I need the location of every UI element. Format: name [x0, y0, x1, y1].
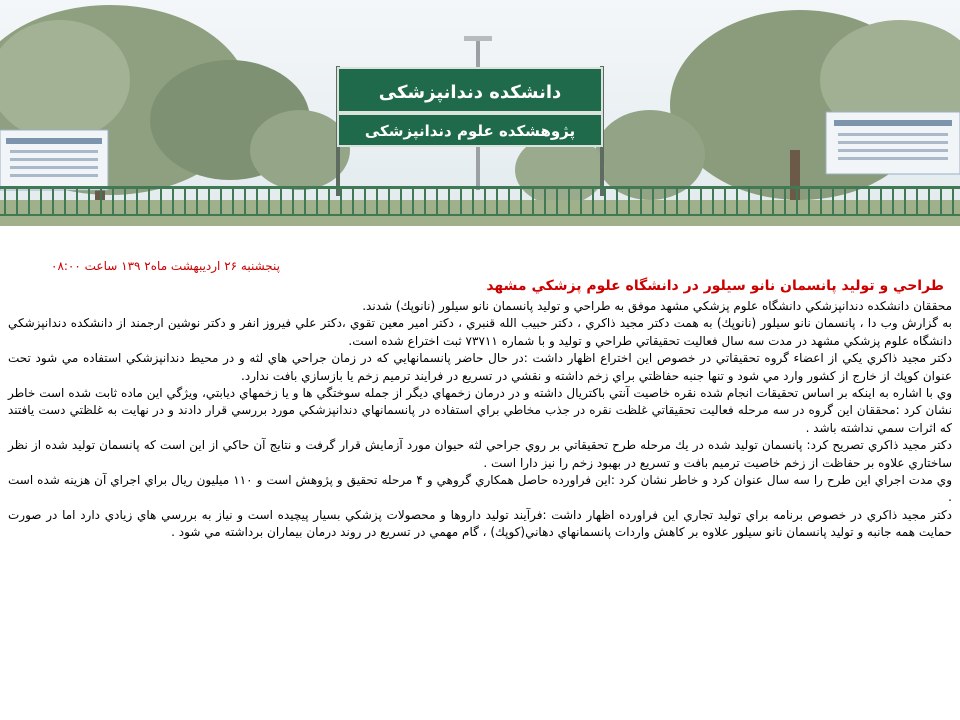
fence-bar: [100, 186, 102, 216]
paragraph-intro: محققان دانشكده دندانپزشكي دانشگاه علوم پزشكي مشهد موفق به طراحي و توليد پانسمان نانو سيلور (نانوپك) شدند.: [362, 299, 952, 313]
fence-bar: [724, 186, 726, 216]
fence-bar: [868, 186, 870, 216]
fence-bar: [556, 186, 558, 216]
fence-bar: [664, 186, 666, 216]
fence-bar: [328, 186, 330, 216]
fence-bar: [604, 186, 606, 216]
fence-bar: [484, 186, 486, 216]
fence-bar: [388, 186, 390, 216]
article-title: طراحي و توليد پانسمان نانو سيلور در دانشگاه علوم پزشكي مشهد: [486, 278, 944, 294]
paragraph-silver-properties: وي با اشاره به اينكه بر اساس تحقيقات انجام شده نقره خاصيت آنتي باكتريال داشته و در درمان زخمهاي ديگر از جمله سوختگي ها و يا زخمهاي ديابتي، ويژگي اين ماده ثابت شده است خاطر نشان كرد :محققان اين گروه در سه مرحله فعاليت تحقيقاتي غلظت نقره در جذب مخاطي براي استفاده در پانسمانهاي دندانپزشكي مورد بررسي قرار دادند و در نهايت به غلظتي دست يافتند كه اثرات سمي نداشته باشد .: [8, 386, 952, 435]
fence-bar: [88, 186, 90, 216]
fence-bar: [676, 186, 678, 216]
fence-bar: [28, 186, 30, 216]
fence-bar: [580, 186, 582, 216]
fence-bar: [832, 186, 834, 216]
article-body: [8, 298, 952, 542]
fence-bar: [424, 186, 426, 216]
fence-bar: [892, 186, 894, 216]
paragraph-current-dressings: دكتر مجيد ذاكري يكي از اعضاء گروه تحقيقاتي در خصوص اين اختراع اظهار داشت :در حال حاضر پانسمانهايي كه در زمان جراحي هاي لثه و در محيط دندانپزشكي استفاده مي شود تحت عنوان كوپك از خارج از كشور وارد مي شود و تنها جنبه حفاظتي براي زخم داشته و نقشي در تسريع در فرايند ترميم زخم يا بازسازي بافت ندارد.: [8, 351, 952, 383]
fence-bar: [436, 186, 438, 216]
fence-bar: [448, 186, 450, 216]
side-sign-left: [0, 130, 108, 190]
fence-bar: [736, 186, 738, 216]
fence-bar: [796, 186, 798, 216]
fence-bar: [592, 186, 594, 216]
fence-bar: [928, 186, 930, 216]
fence-bar: [748, 186, 750, 216]
fence-bar: [364, 186, 366, 216]
paragraph-commercial-production: دكتر مجيد ذاكري در خصوص برنامه براي توليد تجاري اين فراورده اظهار داشت :فرآيند توليد داروها و محصولات پزشكي بسيار پيچيده است و نياز به بررسي هاي زيادي دارد اما در صورت حمايت همه جانبه و توليد پانسمان نانو سيلور علاوه بر كاهش واردات پانسمانهاي دهاني(كوپك) ، گام مهمي در تسريع در روند درمان بيماران برداشته مي شود .: [8, 507, 952, 540]
fence-bar: [64, 186, 66, 216]
fence-bar: [76, 186, 78, 216]
fence-bar: [400, 186, 402, 216]
fence-bar: [508, 186, 510, 216]
fence-bar: [4, 186, 6, 216]
fence-bar: [568, 186, 570, 216]
fence-bar: [856, 186, 858, 216]
paragraph-trial-results: دكتر مجيد ذاكري تصريح كرد: پانسمان توليد شده در يك مرحله طرح تحقيقاتي بر روي جراحي لثه حيوان مورد آزمايش قرار گرفت و نتايج آن حاكي از اين است كه پانسمان توليد شده از نظر ساختاري علاوه بر حفاظت از زخم خاصيت ترميم بافت و تسريع در بهبود زخم را نيز دارا است .: [8, 438, 952, 470]
fence-bar: [376, 186, 378, 216]
fence-bar: [160, 186, 162, 216]
fence-bar: [256, 186, 258, 216]
fence-bar: [496, 186, 498, 216]
fence-bar: [52, 186, 54, 216]
fence-bar: [280, 186, 282, 216]
fence-bar: [700, 186, 702, 216]
fence-bar: [208, 186, 210, 216]
fence-bar: [172, 186, 174, 216]
sign-title-bottom: پژوهشکده علوم دندانپزشکی: [364, 122, 576, 140]
fence-bar: [16, 186, 18, 216]
fence-bar: [616, 186, 618, 216]
fence-bar: [232, 186, 234, 216]
fence-bar: [196, 186, 198, 216]
fence-bar: [952, 186, 954, 216]
fence-bar: [760, 186, 762, 216]
fence-bar: [304, 186, 306, 216]
fence-bar: [268, 186, 270, 216]
side-sign-right: [826, 112, 960, 174]
fence-bar: [544, 186, 546, 216]
fence-bar: [940, 186, 942, 216]
fence-bar: [784, 186, 786, 216]
fence-bar: [352, 186, 354, 216]
fence-bar: [472, 186, 474, 216]
fence-bar: [772, 186, 774, 216]
fence-bar: [112, 186, 114, 216]
fence-bar: [916, 186, 918, 216]
fence-bar: [688, 186, 690, 216]
campus-entrance-illustration: [0, 0, 960, 226]
fence-bar: [136, 186, 138, 216]
fence-bar: [184, 186, 186, 216]
fence-bar: [412, 186, 414, 216]
paragraph-researchers: به گزارش وب دا ، پانسمان نانو سيلور (نانوپك) به همت دكتر مجيد ذاكري ، دكتر حبيب الله قنبري ، دكتر امير معين تقوي ،دكتر علي فيروز انفر و دكتر نوشين ارجمند از دانشكده دندانپزشكي دانشگاه علوم پزشكي مشهد در مدت سه سال فعاليت تحقيقاتي طراحي و توليد و با شماره ۷۳۷۱۱ ثبت اختراع شده است.: [8, 316, 952, 348]
fence-bar: [628, 186, 630, 216]
fence-bar: [520, 186, 522, 216]
fence-bar: [292, 186, 294, 216]
fence-bar: [820, 186, 822, 216]
paragraph-project-duration: وي مدت اجراي اين طرح را سه سال عنوان كرد و خاطر نشان كرد :اين فراورده حاصل همكاري گروهي و ۴ مرحله تحقيق و پژوهش است و ۱۱۰ ميليون ريال براي اجراي آن هزينه شده است .: [8, 473, 952, 505]
sign-title-top: دانشکده دندانپزشکی: [378, 82, 562, 103]
news-article: [8, 258, 952, 542]
fence-bar: [148, 186, 150, 216]
fence-bar: [712, 186, 714, 216]
fence-bar: [904, 186, 906, 216]
fence-bar: [316, 186, 318, 216]
fence-bar: [40, 186, 42, 216]
fence-bar: [880, 186, 882, 216]
fence-bar: [652, 186, 654, 216]
fence-bar: [532, 186, 534, 216]
fence-bar: [124, 186, 126, 216]
fence-bar: [340, 186, 342, 216]
fence-bar: [220, 186, 222, 216]
fence-bar: [640, 186, 642, 216]
fence-bar: [244, 186, 246, 216]
fence-bar: [460, 186, 462, 216]
header-photo: [0, 0, 960, 226]
publish-date: پنجشنبه ۲۶ اردیبهشت ماه۲ ۱۳۹ ساعت ۰۸:۰۰: [51, 259, 280, 273]
fence-bar: [844, 186, 846, 216]
fence-bar: [808, 186, 810, 216]
